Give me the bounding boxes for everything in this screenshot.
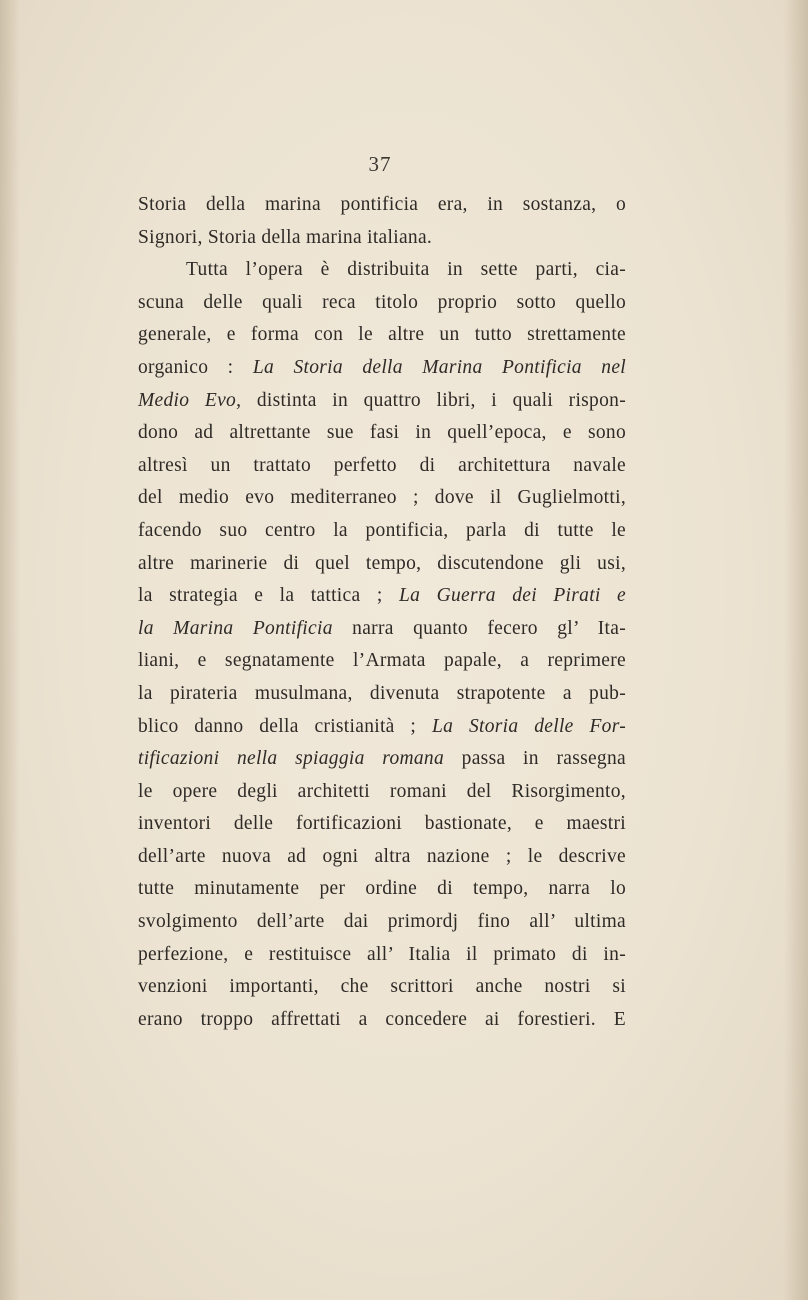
text-segment: liani, e segnatamente l’Armata papale, a reprimere: [138, 650, 626, 672]
text-line: [138, 1004, 626, 1037]
text-segment: scuna delle quali reca titolo proprio sotto quello: [138, 291, 626, 313]
text-line: [138, 287, 626, 320]
page-edge-shadow-left: [0, 0, 20, 1300]
text-segment: dono ad altrettante sue fasi in quell’epoca, e sono: [138, 422, 626, 444]
text-line: [138, 808, 626, 841]
text-segment: svolgimento dell’arte dai primordj fino all’ ultima: [138, 911, 626, 933]
text-line: [138, 417, 626, 450]
text-line: [138, 515, 626, 548]
text-segment: dell’arte nuova ad ogni altra nazione ; le descrive: [138, 845, 626, 867]
text-segment: venzioni importanti, che scrittori anche nostri si: [138, 976, 626, 998]
text-line: [138, 580, 626, 613]
text-line: [138, 482, 626, 515]
text-line: [138, 319, 626, 352]
text-line: [138, 450, 626, 483]
text-line: [138, 841, 626, 874]
text-segment: le opere degli architetti romani del Risorgimento,: [138, 780, 626, 802]
text-line: [138, 711, 626, 744]
italic-title-text: Medio Evo,: [138, 389, 242, 411]
text-line: [138, 776, 626, 809]
italic-title-text: La Storia delle For-: [431, 715, 626, 737]
text-line: [138, 189, 626, 222]
text-line: [138, 906, 626, 939]
text-line: [138, 678, 626, 711]
text-segment: blico danno della cristianità ;: [138, 715, 432, 737]
text-segment: Storia della marina pontificia era, in sostanza, o: [138, 194, 626, 215]
text-line: [138, 939, 626, 972]
text-line: [138, 385, 626, 418]
text-line: [138, 743, 626, 776]
page-edge-shadow-right: [784, 0, 808, 1300]
text-line: [138, 873, 626, 906]
text-line: [138, 548, 626, 581]
text-segment: Signori, Storia della marina italiana.: [138, 226, 433, 248]
text-line: [138, 613, 626, 646]
page-number: 37: [368, 152, 392, 176]
text-segment: passa in rassegna: [444, 748, 626, 770]
text-segment: distinta in quattro libri, i quali rispon-: [241, 389, 626, 411]
text-line: [138, 222, 626, 255]
text-line: [138, 645, 626, 678]
text-segment: facendo suo centro la pontificia, parla di tutte le: [138, 519, 626, 541]
text-segment: altre marinerie di quel tempo, discutendone gli usi,: [138, 552, 626, 574]
text-segment: generale, e forma con le altre un tutto strettamente: [138, 324, 626, 346]
italic-title-text: La Storia della Marina Pontificia nel: [252, 356, 626, 378]
text-segment: inventori delle fortificazioni bastionate, e maestri: [138, 813, 626, 835]
text-line: [138, 971, 626, 1004]
text-line: [138, 352, 626, 385]
italic-title-text: tificazioni nella spiaggia romana: [138, 748, 445, 770]
text-segment: perfezione, e restituisce all’ Italia il primato di in-: [138, 943, 626, 965]
text-segment: organico :: [138, 356, 253, 378]
text-segment: Tutta l’opera è distribuita in sette parti, cia-: [186, 259, 626, 281]
text-line: [138, 254, 626, 287]
text-segment: altresì un trattato perfetto di architettura navale: [138, 454, 626, 476]
text-segment: del medio evo mediterraneo ; dove il Guglielmotti,: [138, 487, 626, 509]
text-segment: tutte minutamente per ordine di tempo, narra lo: [138, 878, 626, 900]
text-segment: la strategia e la tattica ;: [138, 585, 399, 607]
italic-title-text: la Marina Pontificia: [138, 617, 333, 639]
text-segment: la pirateria musulmana, divenuta strapotente a pub-: [138, 682, 626, 704]
italic-title-text: La Guerra dei Pirati e: [398, 585, 626, 607]
body-text: [138, 189, 626, 1036]
text-segment: narra quanto fecero gl’ Ita-: [332, 617, 627, 639]
text-segment: erano troppo affrettati a concedere ai forestieri. E: [138, 1008, 626, 1030]
